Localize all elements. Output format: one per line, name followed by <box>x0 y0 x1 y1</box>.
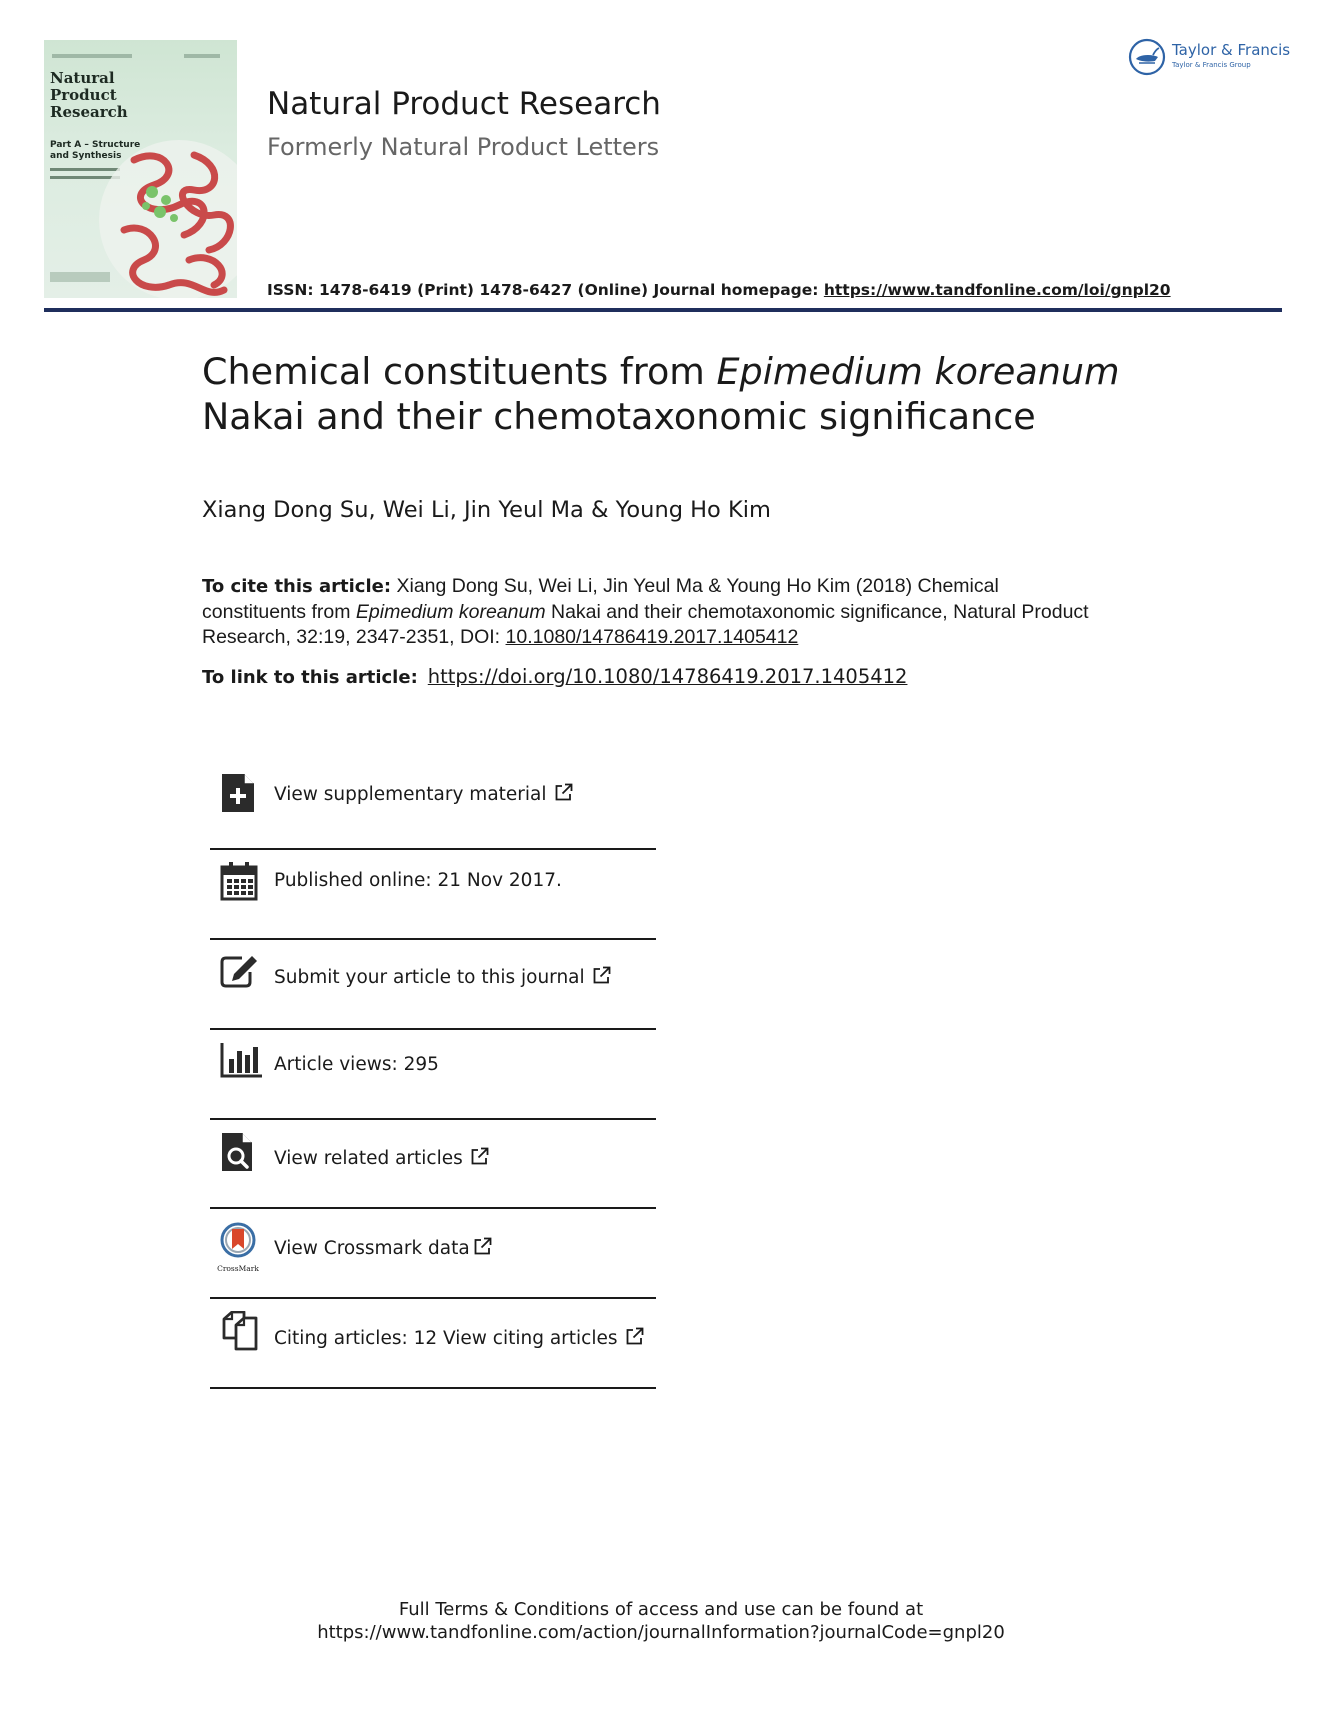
info-divider <box>210 1028 656 1030</box>
issn-line <box>267 281 1171 299</box>
terms-line: Full Terms & Conditions of access and use can be found at <box>398 1599 924 1620</box>
calendar-icon <box>220 861 258 901</box>
info-item-views <box>210 1041 656 1089</box>
citation-block <box>202 574 1102 651</box>
citing-icon <box>220 1311 260 1351</box>
article-title <box>202 349 1202 439</box>
journal-title: Natural Product Research <box>267 86 661 122</box>
cover-title-line: Product <box>50 86 117 104</box>
citation-species: Epimedium koreanum <box>355 600 546 623</box>
publisher-group: Taylor & Francis Group <box>1172 61 1251 69</box>
info-item-submit[interactable] <box>210 952 656 1000</box>
article-doi-url[interactable]: https://doi.org/10.1080/14786419.2017.1405412 <box>427 665 908 688</box>
terms-url[interactable]: https://www.tandfonline.com/action/journalInformation?journalCode=gnpl20 <box>317 1622 1005 1643</box>
info-item-label: Published online: 21 Nov 2017. <box>274 870 562 891</box>
cover-footer-mark <box>50 272 110 282</box>
article-link-label: To link to this article: <box>202 667 418 688</box>
external-link-icon <box>625 1327 644 1346</box>
info-divider <box>210 1387 656 1389</box>
header-divider <box>44 308 1282 312</box>
cover-title-line: Natural <box>50 69 115 87</box>
supplementary-icon <box>220 772 256 814</box>
info-item-citing[interactable] <box>210 1311 656 1359</box>
external-link-icon <box>592 966 611 985</box>
cover-title-line: Research <box>50 103 128 121</box>
info-item-label: Submit your article to this journal <box>274 966 611 988</box>
crossmark-icon <box>216 1222 260 1272</box>
info-divider <box>210 848 656 850</box>
info-item-label: View Crossmark data <box>274 1237 492 1259</box>
article-title-text: Nakai and their chemotaxonomic significance <box>202 395 1036 438</box>
publisher-name: Taylor & Francis <box>1172 41 1291 59</box>
citation-text: Nakai and their chemotaxonomic significance, Natural Product Research, 32:19, 2347-2351, DOI: <box>202 600 1089 648</box>
article-title-species: Epimedium koreanum <box>716 350 1120 393</box>
bar-chart-icon <box>220 1041 264 1079</box>
info-item-label: View related articles <box>274 1147 489 1169</box>
info-item-label: Citing articles: 12 View citing articles <box>274 1327 644 1349</box>
article-title-text: Chemical constituents from <box>202 350 717 393</box>
citation-text: Xiang Dong Su, Wei Li, Jin Yeul Ma & Young Ho Kim (2018) Chemical constituents from <box>202 575 999 623</box>
taylor-francis-lamp-icon <box>1128 38 1166 76</box>
info-item-related[interactable] <box>210 1131 656 1179</box>
article-link-line <box>202 665 907 688</box>
issn-text: ISSN: 1478-6419 (Print) 1478-6427 (Online) Journal homepage: <box>267 281 824 299</box>
journal-homepage-link[interactable]: https://www.tandfonline.com/loi/gnpl20 <box>823 281 1171 299</box>
crossmark-caption: CrossMark <box>217 1264 259 1273</box>
terms-footer <box>0 1598 1322 1644</box>
info-divider <box>210 1297 656 1299</box>
info-divider <box>210 1118 656 1120</box>
publisher-logo[interactable] <box>1128 38 1291 78</box>
doi-link[interactable]: 10.1080/14786419.2017.1405412 <box>505 626 799 648</box>
info-item-crossmark[interactable] <box>210 1222 656 1274</box>
info-item-published <box>210 861 656 909</box>
journal-subtitle: Formerly Natural Product Letters <box>267 133 660 161</box>
info-divider <box>210 1207 656 1209</box>
cover-top-bar <box>52 54 132 58</box>
citation-label: To cite this article: <box>202 576 392 597</box>
article-authors: Xiang Dong Su, Wei Li, Jin Yeul Ma & Young Ho Kim <box>202 497 771 523</box>
crossmark-badge-icon <box>216 1222 260 1260</box>
edit-icon <box>220 952 260 988</box>
info-divider <box>210 938 656 940</box>
cover-top-bar-right <box>184 54 220 58</box>
external-link-icon <box>473 1237 492 1256</box>
info-item-label: View supplementary material <box>274 783 573 805</box>
cover-title <box>50 70 160 121</box>
external-link-icon <box>470 1147 489 1166</box>
info-item-label: Article views: 295 <box>274 1054 439 1075</box>
journal-cover-image <box>44 40 237 298</box>
external-link-icon <box>554 783 573 802</box>
protein-structure-graphic <box>94 140 237 298</box>
search-document-icon <box>220 1131 256 1173</box>
info-item-supplementary[interactable] <box>210 772 656 820</box>
cover-subtitle: Part A – Structure and Synthesis <box>50 140 141 161</box>
